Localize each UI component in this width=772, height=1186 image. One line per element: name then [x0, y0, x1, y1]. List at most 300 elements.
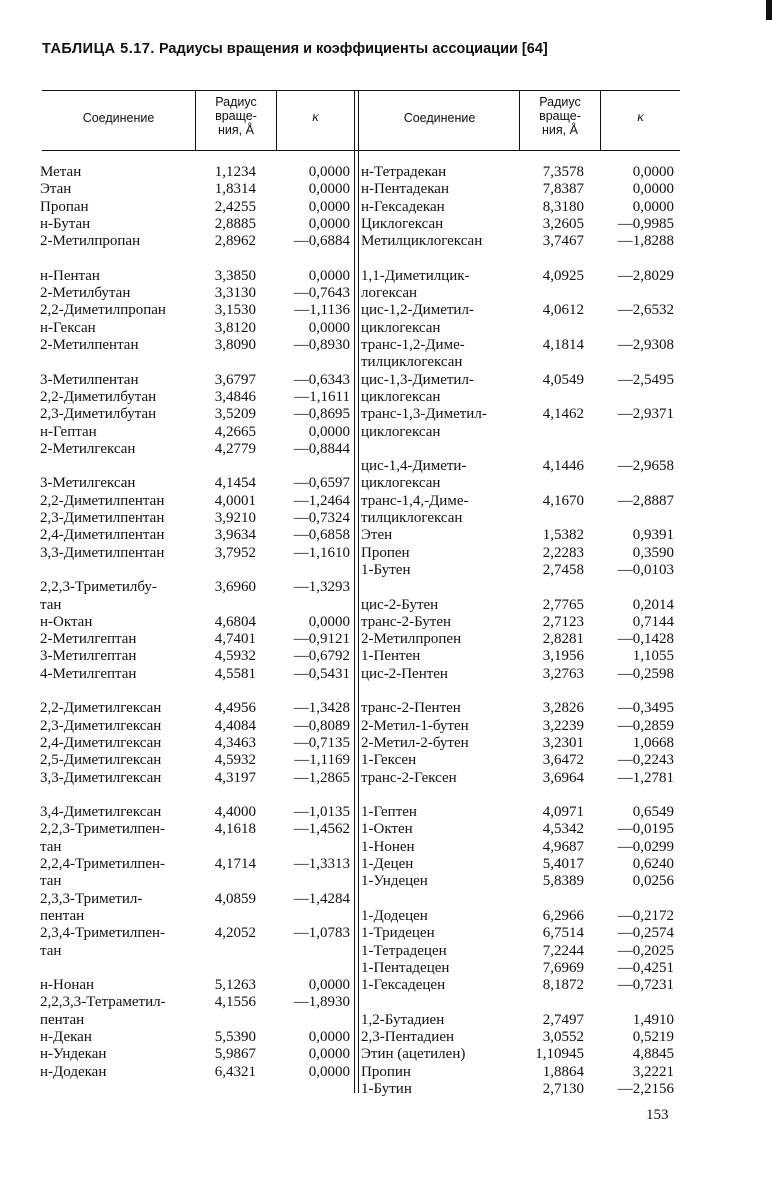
radius-value: 5,4017 [542, 856, 584, 872]
kappa-value: —0,7643 [293, 285, 350, 302]
kappa-value: 0,9391 [632, 527, 674, 544]
radius-value [508, 891, 584, 908]
radius-value: 4,2052 [214, 925, 256, 942]
header-compound-left: Соединение [82, 111, 155, 125]
kappa-value [274, 597, 350, 614]
compound-name: Метилциклогексан [361, 233, 483, 250]
compound-name: цис-1,3-Диметил- [361, 371, 474, 388]
compound-name: 1-Пентадецен [361, 959, 450, 976]
kappa-value [274, 908, 350, 925]
compound-name: 1-Гексен [361, 752, 417, 769]
radius-value: 4,1618 [214, 821, 256, 838]
kappa-value: —2,6532 [617, 302, 674, 319]
kappa-value: 0,0000 [308, 1029, 350, 1045]
kappa-value: —0,9985 [617, 215, 674, 232]
compound-name: циклогексан [361, 423, 441, 440]
radius-value: 4,1446 [542, 458, 584, 475]
radius-value: 3,2605 [542, 215, 584, 232]
kappa-value: —0,8695 [293, 406, 350, 423]
compound-name: транс-2-Гексен [361, 769, 457, 786]
radius-value: 4,0549 [542, 371, 584, 388]
header-radius-line3: ния, Å [218, 123, 254, 137]
radius-value: 3,7952 [214, 544, 256, 561]
radius-value: 4,0971 [542, 804, 584, 821]
kappa-value: —0,2574 [617, 925, 674, 942]
kappa-value [598, 389, 674, 406]
kappa-value: —0,8089 [293, 717, 350, 734]
kappa-value [598, 891, 674, 908]
compound-name: 2-Метилпропан [40, 233, 141, 250]
compound-name: циклогексан [361, 475, 441, 492]
kappa-value: —0,2243 [617, 752, 674, 769]
radius-value [180, 908, 256, 925]
header-radius-line1: Радиус [215, 95, 257, 109]
kappa-value: —1,4284 [293, 890, 350, 907]
radius-value: 3,6960 [214, 579, 256, 596]
radius-value: 3,3850 [214, 267, 256, 284]
kappa-value: —1,2865 [293, 769, 350, 786]
kappa-value [598, 787, 674, 804]
kappa-value: —0,1428 [617, 631, 674, 648]
kappa-value: 1,4910 [632, 1011, 674, 1028]
compound-name: 2,2,4-Триметилпен- [40, 856, 166, 872]
radius-value: 4,9687 [542, 838, 584, 855]
radius-value [508, 441, 584, 458]
compound-name: 3,3-Диметилгексан [40, 769, 162, 786]
kappa-value: —1,3313 [293, 856, 350, 872]
compound-name: н-Гексан [40, 319, 96, 336]
kappa-value: —0,8844 [293, 440, 350, 457]
kappa-value [274, 787, 350, 804]
radius-value [508, 424, 584, 441]
header-kappa-right: κ [637, 110, 644, 125]
compound-name: тилциклогексан [361, 354, 463, 371]
radius-value: 8,3180 [542, 198, 584, 215]
compound-name: н-Декан [40, 1029, 92, 1045]
compound-name: 2,2,3,3-Тетраметил- [40, 994, 166, 1011]
radius-value: 2,8962 [214, 233, 256, 250]
kappa-value: —0,2172 [617, 907, 674, 924]
header-radius-line2: враще- [539, 109, 581, 123]
radius-value [508, 285, 584, 302]
compound-name: цис-1,2-Диметил- [361, 302, 474, 319]
radius-value: 4,5581 [214, 665, 256, 682]
kappa-value: 0,0000 [308, 181, 350, 198]
compound-name: 1-Пентен [361, 648, 421, 665]
radius-value: 4,0925 [542, 267, 584, 284]
compound-name: 2,2-Диметилпентан [40, 492, 165, 509]
kappa-value: —0,6597 [293, 475, 350, 492]
kappa-value: 0,0000 [632, 198, 674, 215]
compound-name: 2,3-Диметилбутан [40, 406, 157, 423]
compound-name: тилциклогексан [361, 510, 463, 526]
compound-name: н-Нонан [40, 977, 95, 994]
kappa-value: 0,0000 [308, 1046, 350, 1063]
kappa-value: —2,5495 [617, 371, 674, 388]
kappa-value: 0,0000 [632, 181, 674, 198]
kappa-value [598, 510, 674, 527]
kappa-value [274, 458, 350, 475]
radius-value [180, 943, 256, 960]
kappa-value: 1,1055 [632, 648, 674, 665]
radius-value: 4,6804 [214, 613, 256, 630]
radius-value: 1,5382 [542, 527, 584, 544]
compound-name: 2,2,3-Триметилбу- [40, 579, 157, 596]
radius-value: 4,4084 [214, 717, 256, 734]
kappa-value: —0,2598 [617, 665, 674, 682]
radius-value: 3,6797 [214, 371, 256, 388]
radius-value: 3,8120 [214, 319, 256, 336]
compound-name: Этан [40, 181, 72, 198]
radius-value: 4,1814 [542, 337, 584, 353]
radius-value [508, 475, 584, 492]
compound-name: 2-Метилгептан [40, 631, 137, 648]
header-radius-line3: ния, Å [542, 123, 578, 137]
radius-value: 5,8389 [542, 873, 584, 890]
kappa-value [274, 354, 350, 371]
radius-value [508, 683, 584, 700]
compound-name: н-Додекан [40, 1063, 107, 1080]
compound-name: 2-Метилбутан [40, 285, 131, 302]
radius-value: 3,9210 [214, 510, 256, 526]
compound-name: 1-Гексадецен [361, 977, 446, 994]
header-radius-line1: Радиус [539, 95, 581, 109]
kappa-value: —0,2025 [617, 942, 674, 959]
radius-value: 3,8090 [214, 337, 256, 353]
kappa-value: 0,7144 [632, 613, 674, 630]
compound-name: 2-Метил-2-бутен [361, 734, 469, 751]
radius-value: 3,7467 [542, 233, 584, 250]
compound-name: транс-1,3-Диметил- [361, 406, 487, 423]
kappa-value: —0,0195 [617, 821, 674, 838]
compound-name: циклогексан [361, 319, 441, 336]
compound-name: н-Ундекан [40, 1046, 107, 1063]
compound-name: 2,3-Диметилпентан [40, 510, 165, 526]
kappa-value [598, 251, 674, 268]
compound-name: 3-Метилпентан [40, 371, 139, 388]
kappa-value: 0,6549 [632, 804, 674, 821]
compound-name: Пропен [361, 544, 410, 561]
radius-value: 4,3463 [214, 734, 256, 751]
radius-value: 6,7514 [542, 925, 584, 942]
radius-value: 4,1454 [214, 475, 256, 492]
header-radius-right [520, 95, 600, 137]
kappa-value [274, 1012, 350, 1029]
radius-value: 4,0001 [214, 492, 256, 509]
radius-value: 3,6472 [542, 752, 584, 769]
compound-name: 1-Бутен [361, 561, 411, 578]
kappa-value [598, 285, 674, 302]
kappa-value: —0,0299 [617, 838, 674, 855]
compound-name: Пропин [361, 1063, 411, 1080]
kappa-value: —0,0103 [617, 561, 674, 578]
kappa-value: —0,3495 [617, 700, 674, 717]
radius-value: 3,4846 [214, 388, 256, 405]
kappa-value: 0,2014 [632, 596, 674, 613]
radius-value [508, 251, 584, 268]
compound-name: транс-2-Бутен [361, 613, 452, 630]
radius-value [180, 683, 256, 700]
radius-value [180, 960, 256, 977]
radius-value: 1,8864 [542, 1063, 584, 1080]
radius-value: 8,1872 [542, 977, 584, 994]
compound-name: 3,4-Диметилгексан [40, 804, 162, 821]
compound-name: н-Октан [40, 613, 93, 630]
compound-name: 2-Метилпропен [361, 631, 462, 648]
compound-name: транс-1,2-Диме- [361, 337, 465, 353]
radius-value: 2,8885 [214, 215, 256, 232]
kappa-value: —2,2156 [617, 1080, 674, 1097]
compound-name: транс-2-Пентен [361, 700, 461, 717]
compound-name: 2,3,4-Триметилпен- [40, 925, 166, 942]
kappa-value: 3,2221 [632, 1063, 674, 1080]
compound-name: пентан [40, 1011, 85, 1028]
kappa-value [598, 994, 674, 1011]
radius-value [180, 354, 256, 371]
center-double-rule [354, 91, 359, 1093]
compound-name: Метан [40, 164, 82, 180]
compound-name: 2,4-Диметилгексан [40, 734, 162, 751]
compound-name: 1,2-Бутадиен [361, 1011, 445, 1028]
compound-name: Этин (ацетилен) [361, 1046, 466, 1063]
kappa-value: —0,2859 [617, 717, 674, 734]
radius-value: 1,10945 [535, 1046, 584, 1063]
radius-value: 7,8387 [542, 181, 584, 198]
compound-name: 1-Децен [361, 856, 414, 872]
radius-value: 4,1462 [542, 406, 584, 423]
kappa-value: —0,9121 [293, 631, 350, 648]
compound-name: 2,2,3-Триметилпен- [40, 821, 166, 838]
radius-value: 5,1263 [214, 977, 256, 994]
radius-value: 4,7401 [214, 631, 256, 648]
compound-name: цис-1,4-Димети- [361, 458, 467, 475]
radius-value [508, 579, 584, 596]
radius-value: 3,5209 [214, 406, 256, 423]
kappa-value: —1,8930 [293, 994, 350, 1011]
compound-name: 1-Тетрадецен [361, 942, 447, 959]
kappa-value [598, 441, 674, 458]
radius-value: 4,2665 [214, 423, 256, 440]
compound-name: Циклогексан [361, 215, 444, 232]
compound-name: 2-Метилпентан [40, 337, 139, 353]
compound-name: н-Тетрадекан [361, 164, 447, 180]
kappa-value: —0,6858 [293, 527, 350, 544]
radius-value: 4,5342 [542, 821, 584, 838]
radius-value: 3,1530 [214, 302, 256, 319]
compound-name: тан [40, 838, 62, 855]
radius-value: 2,7497 [542, 1011, 584, 1028]
kappa-value: 4,8845 [632, 1046, 674, 1063]
radius-value: 3,3130 [214, 285, 256, 302]
kappa-value: —2,8029 [617, 267, 674, 284]
kappa-value: —0,8930 [293, 337, 350, 353]
radius-value: 4,4956 [214, 700, 256, 717]
radius-value [180, 787, 256, 804]
kappa-value: 0,0000 [308, 215, 350, 232]
kappa-value: 0,0000 [308, 423, 350, 440]
kappa-value: 0,0000 [308, 198, 350, 215]
kappa-value [598, 424, 674, 441]
header-kappa-left: κ [312, 110, 319, 125]
radius-value [508, 354, 584, 371]
radius-value: 4,5932 [214, 752, 256, 769]
kappa-value: —0,6884 [293, 233, 350, 250]
compound-name: тан [40, 942, 62, 959]
radius-value [180, 251, 256, 268]
radius-value: 2,7123 [542, 613, 584, 630]
compound-name: 1-Додецен [361, 907, 428, 924]
kappa-value: —1,1611 [294, 388, 350, 405]
kappa-value: 0,0000 [308, 164, 350, 180]
compound-name: 1-Нонен [361, 838, 415, 855]
kappa-value: —2,9371 [617, 406, 674, 423]
radius-value: 4,3197 [214, 769, 256, 786]
kappa-value [598, 579, 674, 596]
compound-name: 1-Бутин [361, 1080, 412, 1097]
compound-name: 2-Метилгексан [40, 440, 136, 457]
compound-name: 2-Метил-1-бутен [361, 717, 469, 734]
kappa-value: —1,1610 [293, 544, 350, 561]
page-edge-mark [766, 0, 772, 20]
radius-value: 3,6964 [542, 769, 584, 786]
radius-value: 4,2779 [214, 440, 256, 457]
radius-value: 7,6969 [542, 959, 584, 976]
compound-name: н-Гептан [40, 423, 97, 440]
radius-value [508, 320, 584, 337]
radius-value: 2,4255 [214, 198, 256, 215]
kappa-value: —1,0783 [293, 925, 350, 942]
compound-name: цис-2-Пентен [361, 665, 448, 682]
kappa-value: 0,0000 [308, 319, 350, 336]
kappa-value: 0,0000 [308, 267, 350, 284]
kappa-value: 0,0000 [308, 977, 350, 994]
compound-name: тан [40, 596, 62, 613]
radius-value: 2,8281 [542, 631, 584, 648]
radius-value [508, 994, 584, 1011]
kappa-value: 0,0000 [632, 164, 674, 180]
kappa-value [274, 839, 350, 856]
compound-name: 2,4-Диметилпентан [40, 527, 165, 544]
kappa-value [598, 320, 674, 337]
radius-value [508, 510, 584, 527]
radius-value [180, 562, 256, 579]
compound-name: транс-1,4,-Диме- [361, 492, 469, 509]
radius-value: 5,5390 [214, 1029, 256, 1045]
compound-name: 1,1-Диметилцик- [361, 267, 470, 284]
kappa-value [274, 960, 350, 977]
kappa-value: —2,9308 [617, 337, 674, 353]
kappa-value: —0,6343 [293, 371, 350, 388]
compound-name: 3-Метилгептан [40, 648, 137, 665]
radius-value: 5,9867 [214, 1046, 256, 1063]
radius-value: 3,2301 [542, 734, 584, 751]
radius-value: 4,1670 [542, 492, 584, 509]
radius-value [508, 787, 584, 804]
kappa-value [598, 354, 674, 371]
radius-value [180, 597, 256, 614]
compound-name: Этен [361, 527, 393, 544]
radius-value: 3,9634 [214, 527, 256, 544]
compound-name: 2,3-Пентадиен [361, 1029, 455, 1045]
kappa-value: —0,6792 [293, 648, 350, 665]
compound-name: н-Пентан [40, 267, 100, 284]
radius-value: 4,4000 [214, 804, 256, 821]
kappa-value: —2,9658 [617, 458, 674, 475]
kappa-value: —1,8288 [617, 233, 674, 250]
kappa-value [274, 873, 350, 890]
compound-name: н-Гексадекан [361, 198, 445, 215]
page-number: 153 [646, 1107, 669, 1123]
compound-name: 4-Метилгептан [40, 665, 137, 682]
header-compound-right: Соединение [403, 111, 476, 125]
header-radius-line2: враще- [215, 109, 257, 123]
compound-name: 2,2-Диметилгексан [40, 700, 162, 717]
kappa-value: —1,2781 [617, 769, 674, 786]
kappa-value: —1,3428 [293, 700, 350, 717]
radius-value: 4,1556 [214, 994, 256, 1011]
table-top-rule [42, 90, 680, 91]
compound-name: 1-Гептен [361, 804, 417, 821]
table-caption [42, 40, 682, 58]
kappa-value: 0,5219 [632, 1029, 674, 1045]
radius-value: 3,0552 [542, 1029, 584, 1045]
kappa-value: —2,8887 [617, 492, 674, 509]
kappa-value [598, 475, 674, 492]
compound-name: 3-Метилгексан [40, 475, 136, 492]
compound-name: 3,3-Диметилпентан [40, 544, 165, 561]
compound-name: 1-Тридецен [361, 925, 435, 942]
table-title: Радиусы вращения и коэффициенты ассоциации [64] [158, 41, 548, 57]
radius-value: 6,2966 [542, 907, 584, 924]
kappa-value: 0,6240 [632, 856, 674, 872]
kappa-value: —0,7324 [293, 510, 350, 526]
kappa-value: —0,5431 [293, 665, 350, 682]
kappa-value: —0,7231 [617, 977, 674, 994]
kappa-value: —1,4562 [293, 821, 350, 838]
radius-value: 4,0612 [542, 302, 584, 319]
radius-value: 7,3578 [542, 164, 584, 180]
compound-name: пентан [40, 907, 85, 924]
kappa-value: —0,4251 [617, 959, 674, 976]
radius-value: 4,1714 [214, 856, 256, 872]
table-label: ТАБЛИЦА 5.17. [42, 41, 155, 57]
radius-value [508, 389, 584, 406]
radius-value [180, 458, 256, 475]
radius-value [180, 839, 256, 856]
radius-value: 2,7765 [542, 596, 584, 613]
compound-name: н-Пентадекан [361, 181, 449, 198]
compound-name: Пропан [40, 198, 89, 215]
compound-name: 2,5-Диметилгексан [40, 752, 162, 769]
compound-name: циклогексан [361, 388, 441, 405]
compound-name: 1-Октен [361, 821, 413, 838]
radius-value: 2,7458 [542, 561, 584, 578]
radius-value: 2,7130 [542, 1080, 584, 1097]
compound-name: 2,2-Диметилпропан [40, 302, 166, 319]
radius-value: 3,2239 [542, 717, 584, 734]
kappa-value: —0,7135 [293, 734, 350, 751]
compound-name: 2,3-Диметилгексан [40, 717, 162, 734]
radius-value: 3,1956 [542, 648, 584, 665]
kappa-value: 1,0668 [632, 734, 674, 751]
radius-value: 6,4321 [214, 1063, 256, 1080]
radius-value: 7,2244 [542, 942, 584, 959]
kappa-value [274, 943, 350, 960]
compound-name: 2,3,3-Триметил- [40, 890, 143, 907]
kappa-value: —1,1136 [294, 302, 350, 319]
radius-value: 2,2283 [542, 544, 584, 561]
radius-value: 4,5932 [214, 648, 256, 665]
